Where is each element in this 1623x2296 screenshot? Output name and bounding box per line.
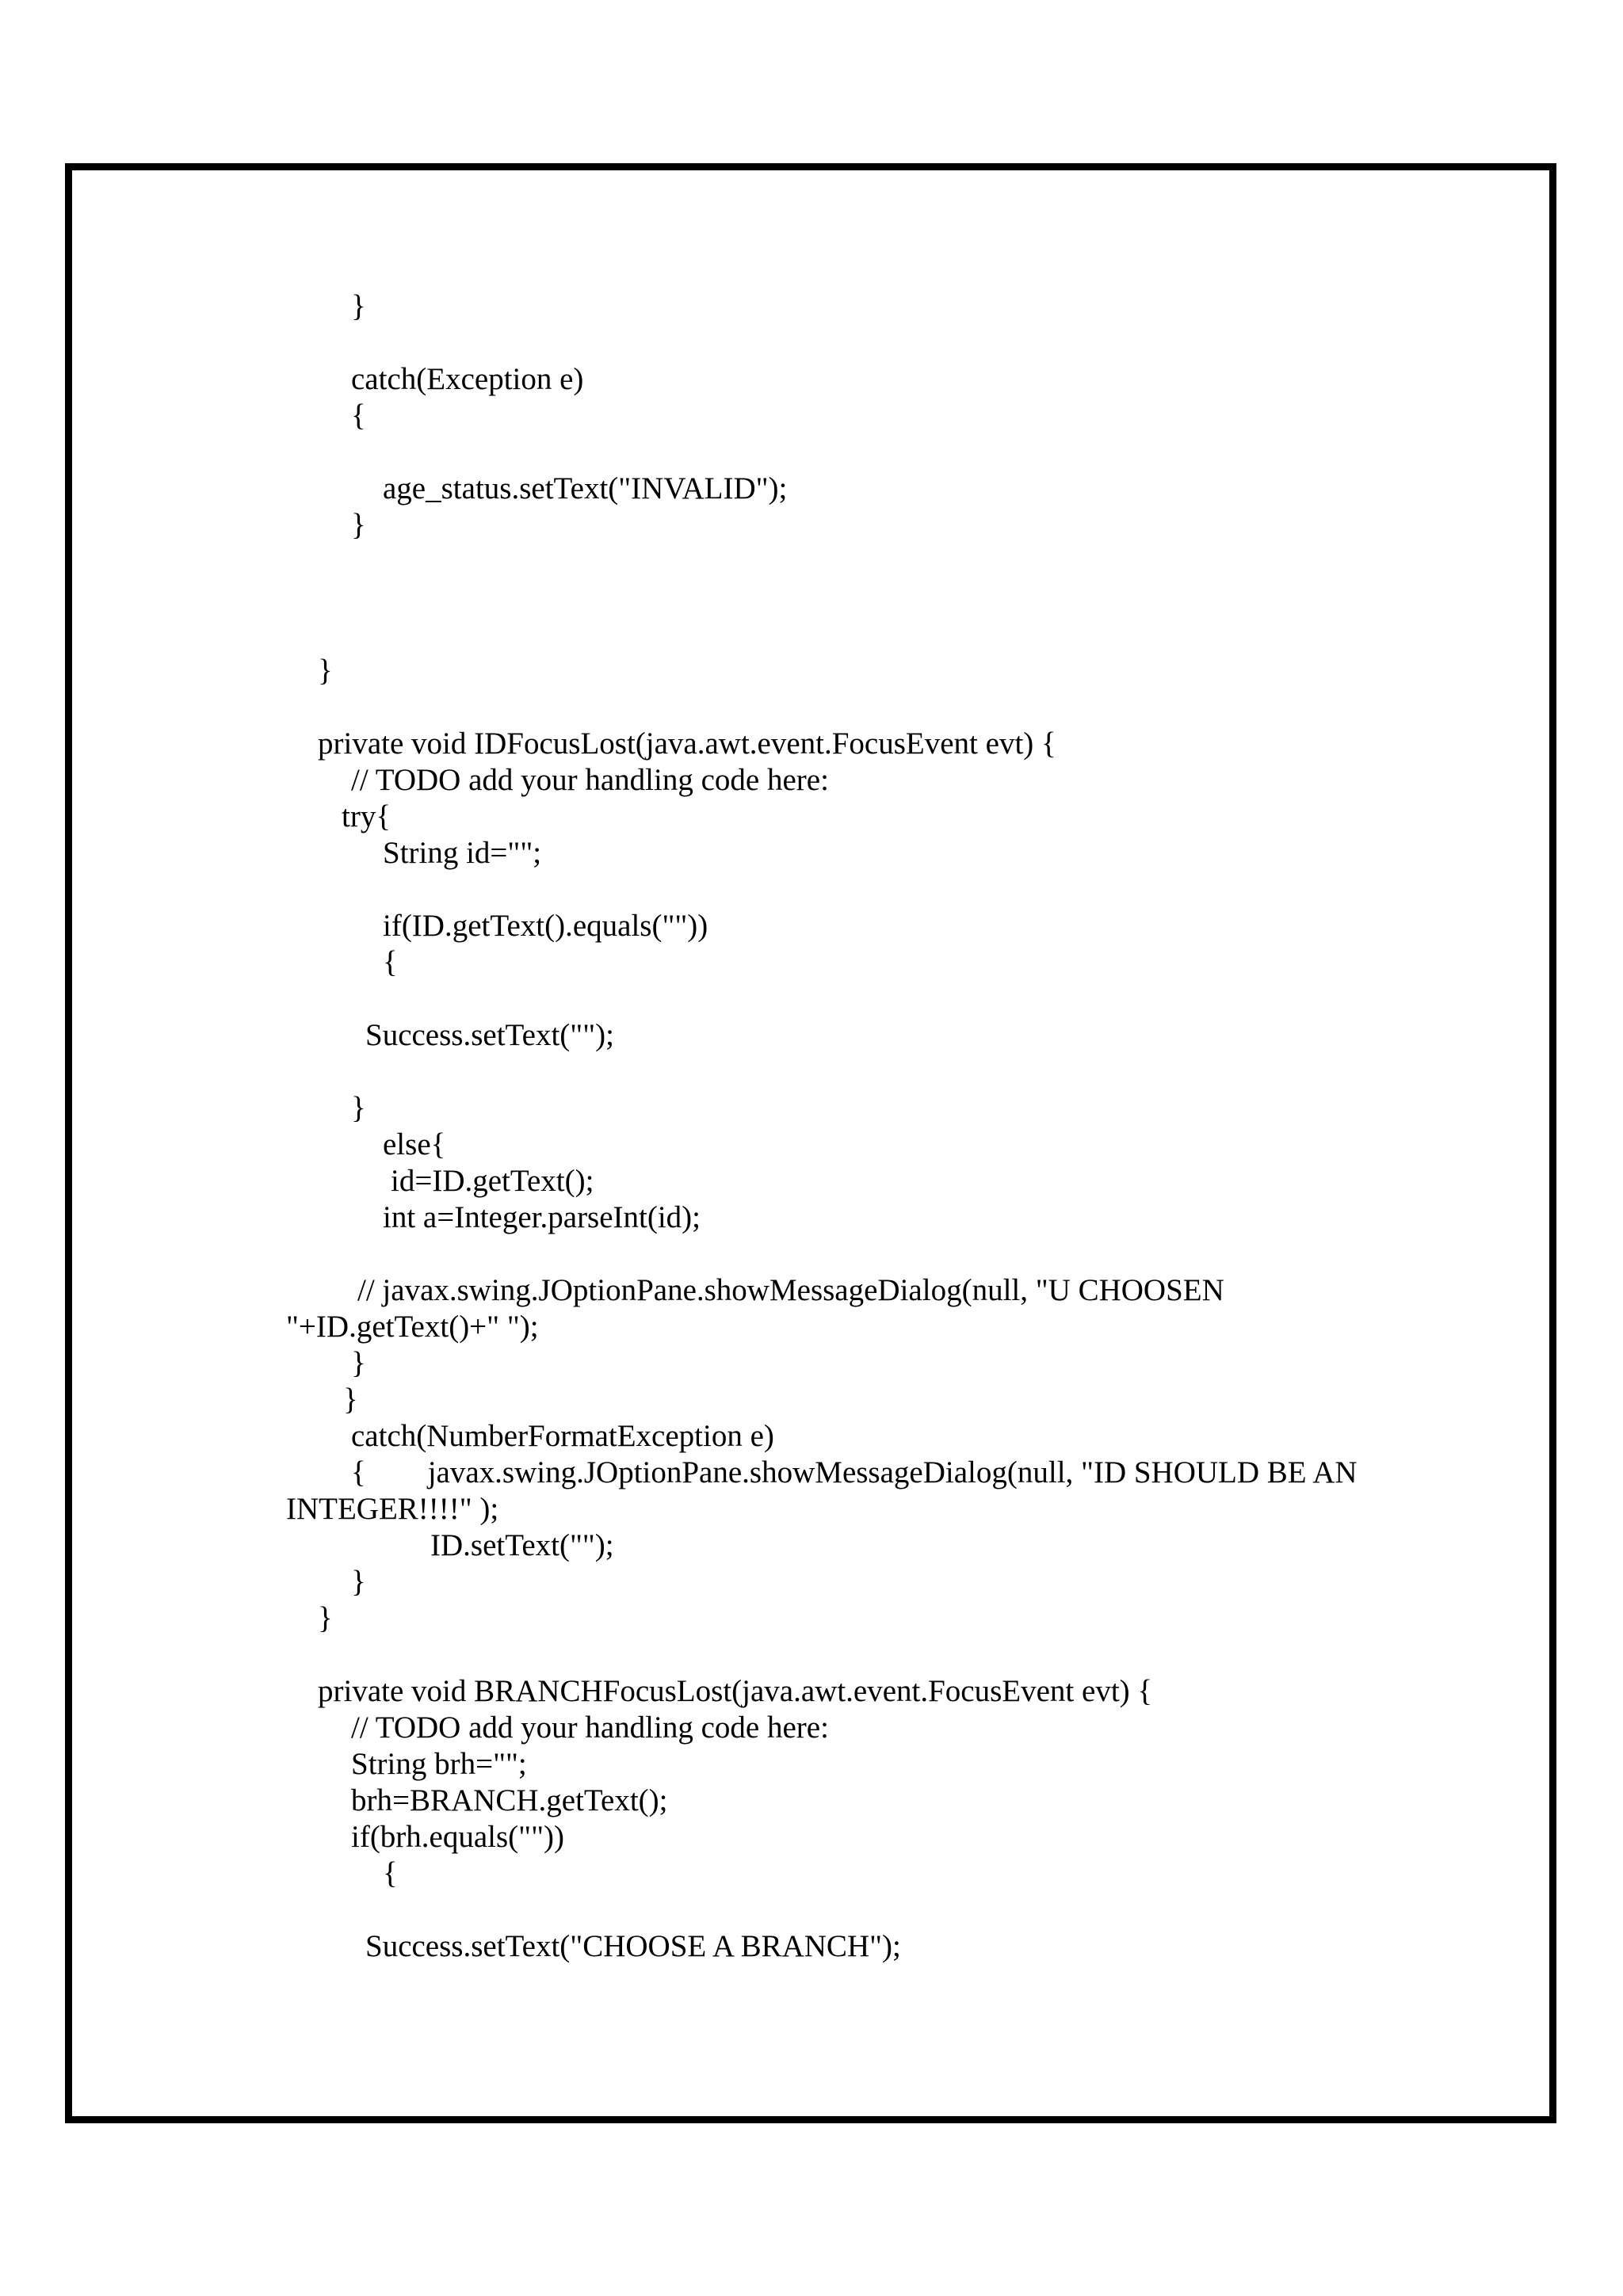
code-line: private void IDFocusLost(java.awt.event.FocusEvent evt) {: [318, 727, 1056, 761]
code-line: Success.setText("");: [365, 1018, 614, 1052]
code-line: id=ID.getText();: [391, 1164, 594, 1198]
code-line: // TODO add your handling code here:: [351, 1711, 829, 1745]
code-line: // javax.swing.JOptionPane.showMessageDialog(null, "U CHOOSEN: [357, 1273, 1224, 1307]
code-line: "+ID.getText()+" ");: [286, 1310, 539, 1344]
code-line: INTEGER!!!!" );: [286, 1492, 499, 1526]
code-line: }: [351, 289, 366, 323]
code-line: }: [351, 508, 366, 542]
code-line: if(ID.getText().equals("")): [383, 909, 708, 943]
code-line: }: [351, 1565, 366, 1599]
code-line: if(brh.equals("")): [351, 1820, 564, 1854]
code-line: }: [318, 654, 333, 688]
code-line: // TODO add your handling code here:: [351, 763, 829, 797]
code-line: {: [383, 1856, 398, 1890]
code-line: else{: [383, 1127, 446, 1161]
code-line: brh=BRANCH.getText();: [351, 1783, 668, 1817]
code-line: ID.setText("");: [430, 1528, 614, 1562]
code-line: {: [351, 399, 366, 433]
code-line: catch(NumberFormatException e): [351, 1419, 774, 1453]
code-line: Success.setText("CHOOSE A BRANCH");: [365, 1929, 901, 1963]
code-line: {: [383, 945, 398, 979]
code-line: { javax.swing.JOptionPane.showMessageDialog(null, "ID SHOULD BE AN: [351, 1455, 1358, 1489]
code-line: }: [318, 1601, 333, 1635]
code-line: }: [351, 1346, 366, 1380]
code-line: try{: [342, 799, 391, 833]
code-line: String brh="";: [351, 1747, 527, 1781]
code-line: int a=Integer.parseInt(id);: [383, 1200, 701, 1234]
code-line: String id="";: [383, 836, 542, 870]
code-line: private void BRANCHFocusLost(java.awt.event.FocusEvent evt) {: [318, 1674, 1153, 1708]
code-line: }: [351, 1091, 366, 1125]
page-border: [65, 163, 1556, 2123]
code-line: catch(Exception e): [351, 362, 584, 396]
code-line: age_status.setText("INVALID");: [383, 471, 788, 505]
code-line: }: [343, 1383, 358, 1417]
